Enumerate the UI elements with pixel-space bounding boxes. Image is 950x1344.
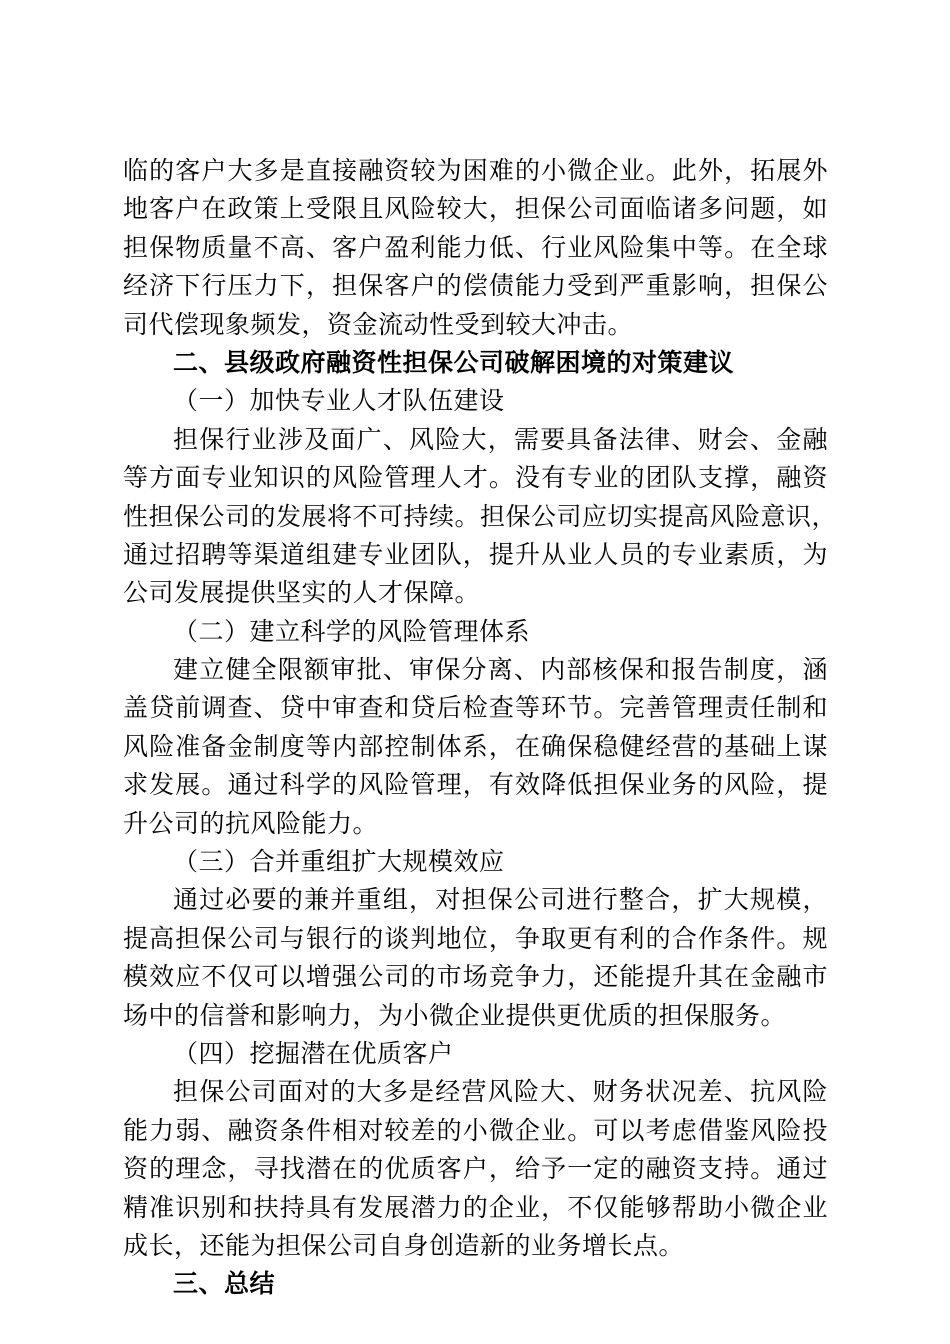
document-body (123, 152, 838, 1304)
paragraph-line: 盖贷前调查、贷中审查和贷后检查等环节。完善管理责任制和 (123, 693, 828, 723)
paragraph-line: 精准识别和扶持具有发展潜力的企业，不仅能够帮助小微企业 (123, 1192, 828, 1222)
paragraph-line: 担保物质量不高、客户盈利能力低、行业风险集中等。在全球 (123, 232, 828, 262)
paragraph (123, 421, 838, 613)
paragraph-line: 升公司的抗风险能力。 (123, 808, 379, 838)
paragraph-line: 通过必要的兼并重组，对担保公司进行整合，扩大规模， (173, 885, 828, 915)
paragraph-line: 模效应不仅可以增强公司的市场竞争力，还能提升其在金融市 (123, 962, 828, 992)
paragraph-line: 成长，还能为担保公司自身创造新的业务增长点。 (123, 1230, 685, 1260)
paragraph-line: 担保公司面对的大多是经营风险大、财务状况差、抗风险 (173, 1077, 828, 1107)
paragraph (123, 1073, 828, 1265)
section-heading: 三、总结 (173, 1269, 276, 1299)
paragraph-line: 资的理念，寻找潜在的优质客户，给予一定的融资支持。通过 (123, 1154, 828, 1184)
paragraph-line: 通过招聘等渠道组建专业团队，提升从业人员的专业素质，为 (123, 539, 828, 569)
subsection-heading: （一）加快专业人才队伍建设 (173, 386, 505, 416)
paragraph (123, 651, 828, 843)
paragraph-line: 能力弱、融资条件相对较差的小微企业。可以考虑借鉴风险投 (123, 1115, 828, 1145)
paragraph-line: 性担保公司的发展将不可持续。担保公司应切实提高风险意识， (123, 501, 838, 531)
paragraph-line: 等方面专业知识的风险管理人才。没有专业的团队支撑，融资 (123, 463, 828, 493)
paragraph (123, 152, 828, 344)
paragraph-line: 公司发展提供坚实的人才保障。 (123, 578, 481, 608)
paragraph-line: 风险准备金制度等内部控制体系，在确保稳健经营的基础上谋 (123, 731, 828, 761)
subsection-heading: （三）合并重组扩大规模效应 (173, 847, 505, 877)
subsection-heading: （四）挖掘潜在优质客户 (173, 1038, 454, 1068)
paragraph-line: 司代偿现象频发，资金流动性受到较大冲击。 (123, 309, 634, 339)
subsection-heading: （二）建立科学的风险管理体系 (173, 616, 531, 646)
paragraph-line: 提高担保公司与银行的谈判地位，争取更有利的合作条件。规 (123, 923, 828, 953)
paragraph-line: 场中的信誉和影响力，为小微企业提供更优质的担保服务。 (123, 1000, 787, 1030)
paragraph-line: 地客户在政策上受限且风险较大，担保公司面临诸多问题，如 (123, 194, 828, 224)
paragraph-line: 临的客户大多是直接融资较为困难的小微企业。此外，拓展外 (123, 156, 828, 185)
section-heading: 二、县级政府融资性担保公司破解困境的对策建议 (173, 347, 735, 377)
paragraph-line: 建立健全限额审批、审保分离、内部核保和报告制度，涵 (173, 655, 828, 685)
paragraph-line: 担保行业涉及面广、风险大，需要具备法律、财会、金融 (173, 424, 828, 454)
paragraph (123, 881, 828, 1035)
paragraph-line: 求发展。通过科学的风险管理，有效降低担保业务的风险，提 (123, 770, 828, 800)
paragraph-line: 经济下行压力下，担保客户的偿债能力受到严重影响，担保公 (123, 271, 828, 301)
